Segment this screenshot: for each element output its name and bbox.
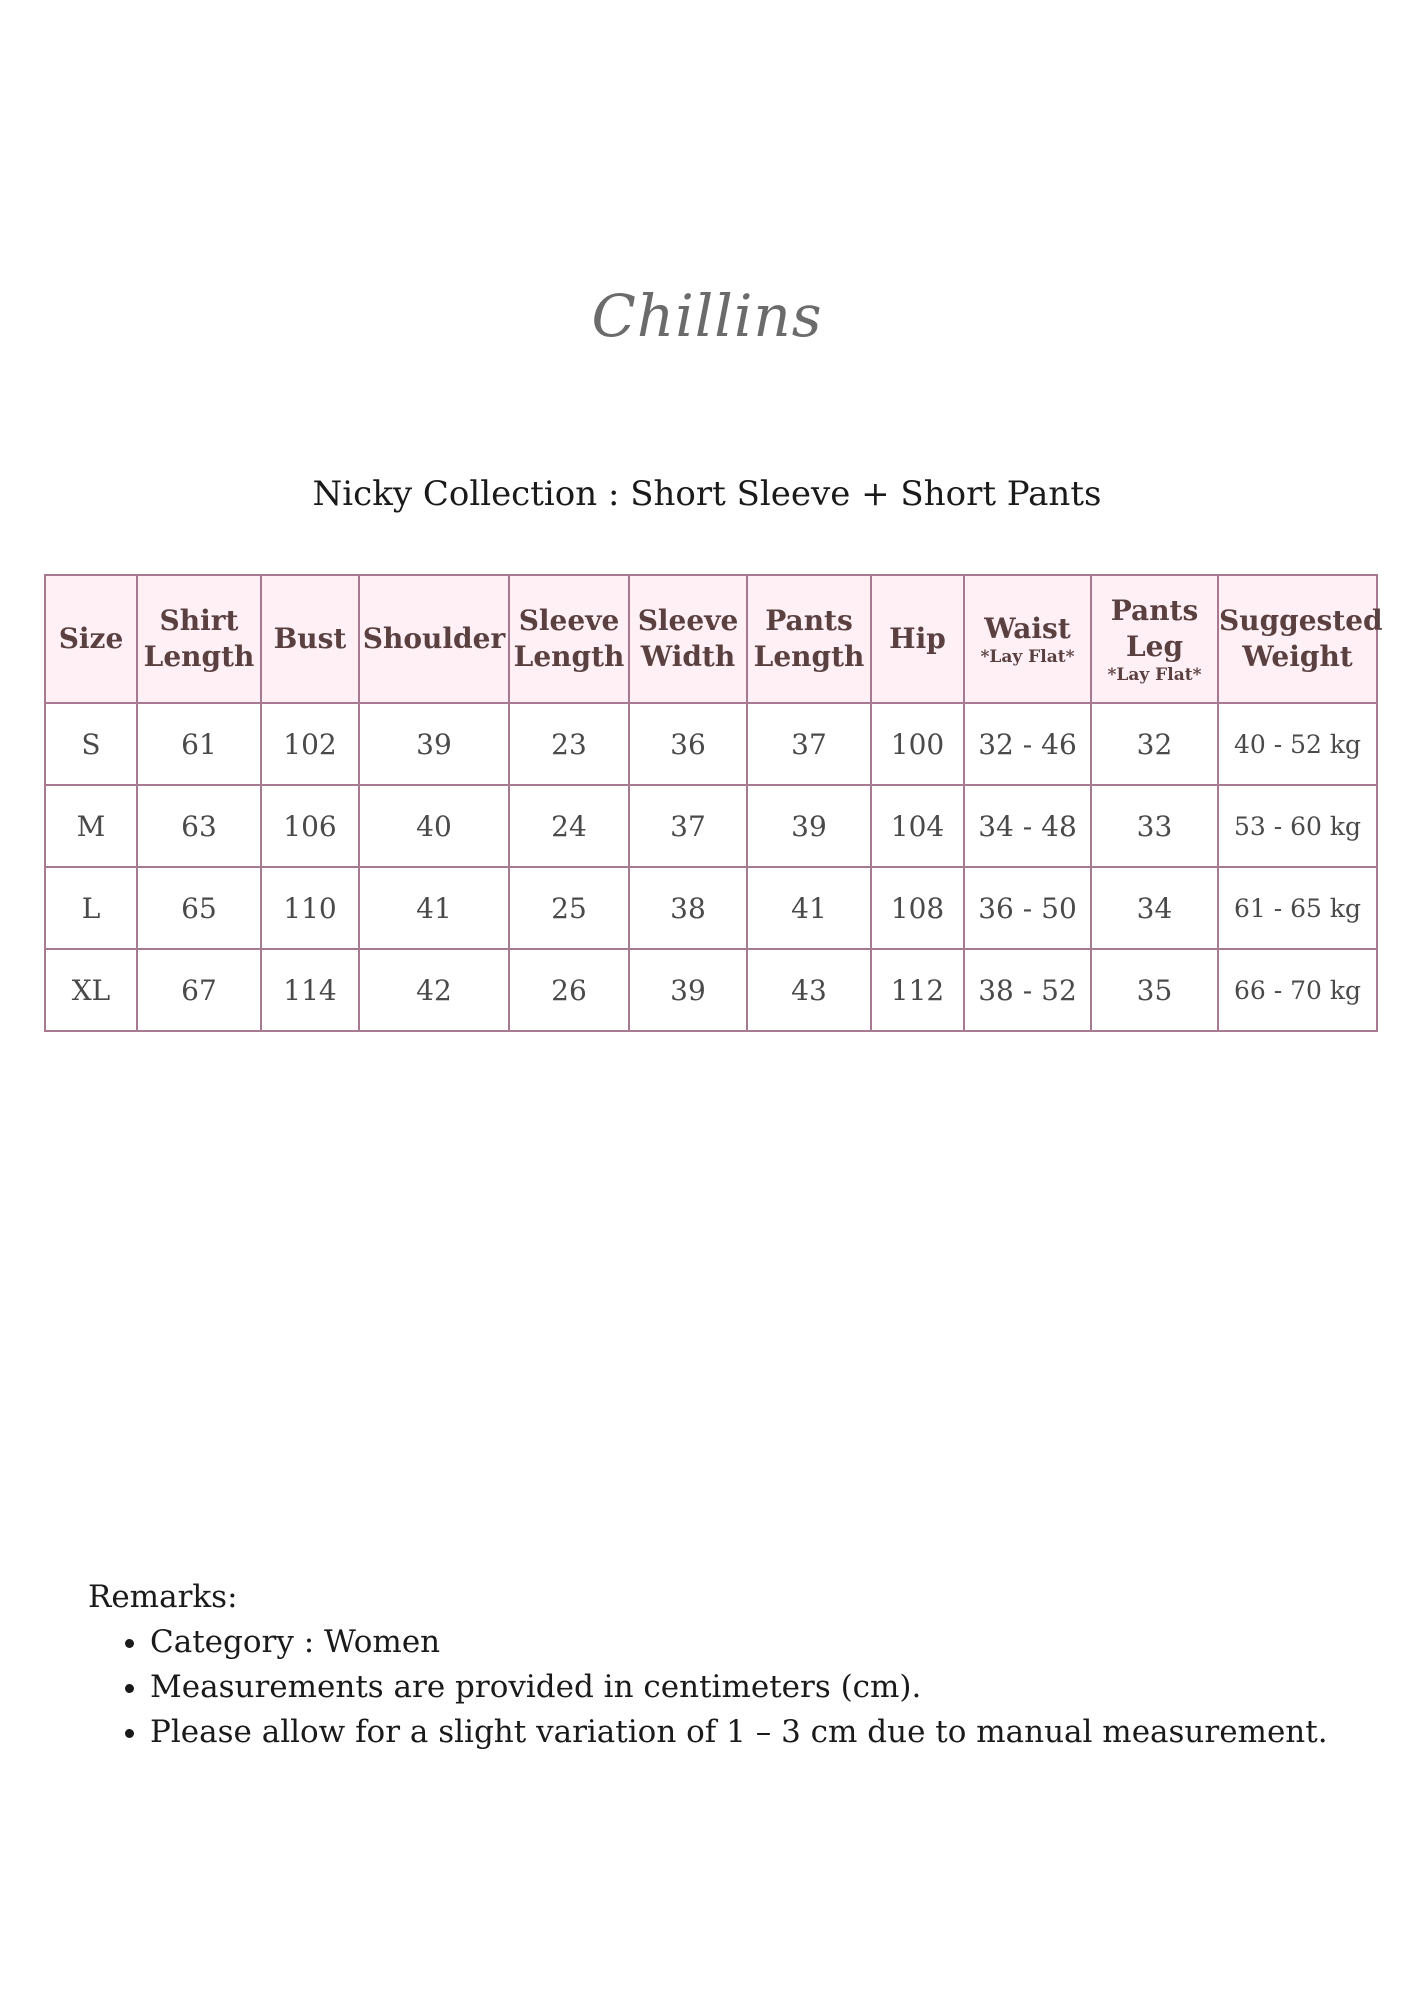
cell-suggested-weight: 53 - 60 kg <box>1218 785 1377 867</box>
table-row <box>45 867 1377 949</box>
header-row <box>45 575 1377 703</box>
size-chart-table <box>44 574 1383 1032</box>
cell-sleeve-width: 38 <box>629 867 747 949</box>
cell-size: L <box>45 867 137 949</box>
list-item: • Measurements are provided in centimeters (cm). <box>150 1665 1328 1710</box>
cell-shirt-length: 63 <box>137 785 261 867</box>
cell-shirt-length: 65 <box>137 867 261 949</box>
header-suggested-weight: Suggested Weight <box>1218 575 1377 703</box>
cell-waist: 34 - 48 <box>964 785 1091 867</box>
cell-sleeve-length: 26 <box>509 949 629 1031</box>
table-row <box>45 785 1377 867</box>
cell-shoulder: 41 <box>359 867 509 949</box>
cell-shoulder: 39 <box>359 703 509 785</box>
cell-bust: 106 <box>261 785 359 867</box>
cell-sleeve-length: 25 <box>509 867 629 949</box>
cell-pants-length: 41 <box>747 867 871 949</box>
cell-sleeve-width: 39 <box>629 949 747 1031</box>
cell-waist: 38 - 52 <box>964 949 1091 1031</box>
cell-shoulder: 40 <box>359 785 509 867</box>
remarks-list <box>88 1620 1328 1755</box>
list-item: • Please allow for a slight variation of 1 – 3 cm due to manual measurement. <box>150 1710 1328 1755</box>
cell-waist: 32 - 46 <box>964 703 1091 785</box>
list-item: • Category : Women <box>150 1620 1328 1665</box>
cell-bust: 114 <box>261 949 359 1031</box>
header-shoulder: Shoulder <box>359 575 509 703</box>
header-waist: Waist *Lay Flat* <box>964 575 1091 703</box>
header-hip: Hip <box>871 575 964 703</box>
cell-shirt-length: 67 <box>137 949 261 1031</box>
remarks-heading: Remarks: <box>88 1579 238 1615</box>
cell-pants-leg: 34 <box>1091 867 1218 949</box>
cell-pants-length: 43 <box>747 949 871 1031</box>
cell-size: M <box>45 785 137 867</box>
header-size: Size <box>45 575 137 703</box>
cell-shoulder: 42 <box>359 949 509 1031</box>
header-bust: Bust <box>261 575 359 703</box>
cell-bust: 102 <box>261 703 359 785</box>
cell-pants-leg: 35 <box>1091 949 1218 1031</box>
header-pants-leg-note: *Lay Flat* <box>1107 665 1202 685</box>
cell-sleeve-length: 24 <box>509 785 629 867</box>
table-row <box>45 949 1377 1031</box>
header-pants-length: Pants Length <box>747 575 871 703</box>
cell-sleeve-length: 23 <box>509 703 629 785</box>
cell-suggested-weight: 40 - 52 kg <box>1218 703 1377 785</box>
cell-pants-leg: 33 <box>1091 785 1218 867</box>
cell-hip: 104 <box>871 785 964 867</box>
header-sleeve-length: Sleeve Length <box>509 575 629 703</box>
cell-pants-leg: 32 <box>1091 703 1218 785</box>
cell-hip: 108 <box>871 867 964 949</box>
header-shirt-length: Shirt Length <box>137 575 261 703</box>
cell-bust: 110 <box>261 867 359 949</box>
page-title: Nicky Collection : Short Sleeve + Short Pants <box>312 474 1102 514</box>
cell-suggested-weight: 66 - 70 kg <box>1218 949 1377 1031</box>
cell-sleeve-width: 36 <box>629 703 747 785</box>
cell-size: XL <box>45 949 137 1031</box>
header-sleeve-width: Sleeve Width <box>629 575 747 703</box>
cell-waist: 36 - 50 <box>964 867 1091 949</box>
brand-logo: Chillins <box>591 282 823 350</box>
header-pants-leg: Pants Leg *Lay Flat* <box>1091 575 1218 703</box>
cell-hip: 100 <box>871 703 964 785</box>
cell-suggested-weight: 61 - 65 kg <box>1218 867 1377 949</box>
table-row <box>45 703 1377 785</box>
cell-hip: 112 <box>871 949 964 1031</box>
remarks-section <box>88 1574 1328 1755</box>
cell-pants-length: 37 <box>747 703 871 785</box>
cell-shirt-length: 61 <box>137 703 261 785</box>
header-waist-note: *Lay Flat* <box>980 647 1075 667</box>
cell-sleeve-width: 37 <box>629 785 747 867</box>
cell-size: S <box>45 703 137 785</box>
cell-pants-length: 39 <box>747 785 871 867</box>
